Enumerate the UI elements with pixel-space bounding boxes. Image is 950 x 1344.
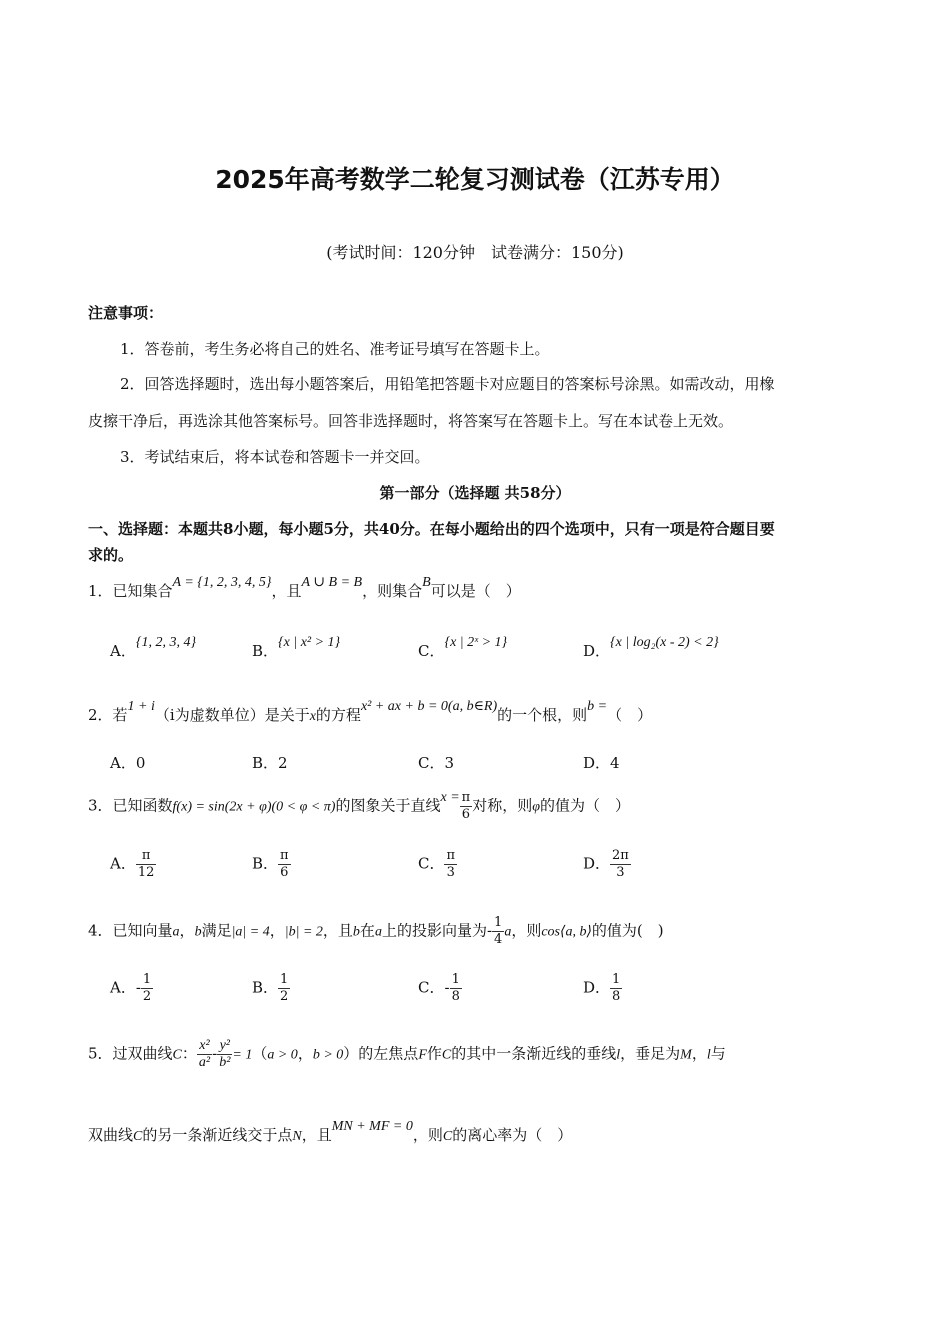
fraction-numerator: π bbox=[446, 848, 456, 863]
q5-text: 的左焦点 bbox=[358, 1044, 419, 1063]
fraction-denominator: 12 bbox=[137, 865, 155, 880]
q4-vector-b: b bbox=[352, 924, 360, 940]
q4-text: ，且 bbox=[322, 921, 353, 940]
question-2 bbox=[88, 699, 862, 725]
exam-info: (考试时间：120分钟 试卷满分：150分) bbox=[326, 243, 624, 262]
q5-cond-b: b > 0 bbox=[312, 1047, 344, 1063]
q4-option-c[interactable] bbox=[418, 972, 462, 1005]
q3-text: 的值为（ ） bbox=[539, 796, 630, 815]
option-fraction bbox=[141, 972, 153, 1005]
q4-text: ， bbox=[269, 921, 285, 940]
q5-text: ： bbox=[181, 1044, 197, 1063]
q5-text: ， bbox=[297, 1044, 313, 1063]
notice-item-2-line2: 皮擦干净后，再选涂其他答案标号。回答非选择题时，将答案写在答题卡上。写在本试卷上无效。 bbox=[88, 412, 734, 430]
q3-text: 3．已知函数 bbox=[88, 796, 173, 815]
q5-text: 双曲线 bbox=[88, 1126, 134, 1144]
q5-point-m: M bbox=[680, 1047, 692, 1063]
fraction-denominator: 3 bbox=[616, 865, 625, 880]
q5-text: ） bbox=[343, 1044, 359, 1063]
fraction-numerator: 1 bbox=[494, 915, 503, 930]
q5-line-l: l bbox=[706, 1047, 711, 1063]
notice-item-3: 3．考试结束后，将本试卷和答题卡一并交回。 bbox=[120, 448, 430, 466]
q3-option-c[interactable] bbox=[418, 848, 457, 881]
q2-option-b[interactable]: B．2 bbox=[252, 754, 288, 772]
q5-text: （ bbox=[252, 1044, 268, 1063]
q5-curve-c: C bbox=[441, 1047, 452, 1063]
q5-text: 5．过双曲线 bbox=[88, 1044, 173, 1063]
option-math: {x | x² > 1} bbox=[278, 635, 341, 650]
q5-text: 作 bbox=[426, 1044, 442, 1063]
q1-text: 可以是（ ） bbox=[430, 582, 521, 600]
q2-option-d[interactable]: D．4 bbox=[583, 754, 620, 772]
q4-vector-b: b bbox=[194, 924, 202, 940]
q2-equation: x² + ax + b = 0(a, b∈R) bbox=[360, 699, 498, 714]
q4-cosine: cos⟨a, b⟩ bbox=[541, 924, 592, 940]
option-label: C． bbox=[418, 978, 445, 997]
notice-heading: 注意事项： bbox=[88, 304, 164, 322]
q5-curve-c: C bbox=[442, 1129, 453, 1144]
q3-option-d[interactable] bbox=[583, 848, 631, 881]
q2-variable: x bbox=[309, 709, 316, 724]
option-fraction bbox=[444, 848, 457, 881]
option-fraction bbox=[278, 972, 290, 1005]
fraction-numerator: π bbox=[136, 848, 157, 865]
fraction-numerator: 1 bbox=[280, 972, 289, 987]
question-3 bbox=[88, 790, 862, 823]
q4-text: 4．已知向量 bbox=[88, 921, 173, 940]
q5-text: ， bbox=[691, 1044, 707, 1063]
fraction-numerator: y² bbox=[217, 1038, 232, 1055]
fraction-numerator: π bbox=[280, 848, 289, 863]
q3-phi: φ bbox=[532, 799, 540, 815]
option-label: D． bbox=[583, 978, 611, 997]
q3-fraction bbox=[460, 790, 473, 823]
option-fraction bbox=[278, 848, 291, 881]
option-math: {1, 2, 3, 4} bbox=[135, 635, 197, 650]
q2-text: （i为虚数单位）是关于 bbox=[154, 706, 310, 724]
q5-curve-c: C bbox=[172, 1047, 182, 1063]
fraction-denominator: 2 bbox=[280, 989, 289, 1004]
q5-minus: - bbox=[212, 1044, 218, 1063]
fraction-denominator: b² bbox=[219, 1055, 231, 1070]
q4-sign: - bbox=[486, 921, 493, 940]
q2-b: b = bbox=[587, 699, 608, 714]
q1-union: A ∪ B = B bbox=[301, 575, 363, 590]
fraction-numerator: π bbox=[461, 790, 471, 805]
option-label: A． bbox=[110, 854, 136, 873]
fraction-denominator: 8 bbox=[612, 989, 621, 1004]
q1-option-c[interactable] bbox=[418, 635, 508, 661]
q4-fraction bbox=[492, 915, 504, 948]
q1-set-a: A = {1, 2, 3, 4, 5} bbox=[172, 575, 272, 590]
q4-text: 的值为( ) bbox=[591, 921, 664, 940]
question-5-line2 bbox=[88, 1119, 862, 1145]
q4-text: ， bbox=[179, 921, 195, 940]
q3-function: f(x) = sin(2x + φ)(0 < φ < π) bbox=[172, 799, 336, 815]
q1-option-d[interactable] bbox=[583, 635, 719, 661]
q1-text: 1．已知集合 bbox=[88, 582, 173, 600]
q5-text: ，垂足为 bbox=[620, 1044, 681, 1063]
q5-fraction-x bbox=[197, 1038, 212, 1071]
question-4 bbox=[88, 915, 862, 948]
q5-focus-f: F bbox=[418, 1047, 427, 1063]
q3-option-b[interactable] bbox=[252, 848, 291, 881]
question-5-line1 bbox=[88, 1038, 862, 1071]
q5-point-n: N bbox=[292, 1129, 302, 1144]
fraction-denominator: 3 bbox=[446, 865, 455, 880]
q4-option-d[interactable] bbox=[583, 972, 622, 1005]
q5-text: ，且 bbox=[301, 1126, 332, 1144]
q4-text: 在 bbox=[359, 921, 375, 940]
q2-complex-number: 1 + i bbox=[127, 699, 155, 714]
page-title: 2025年高考数学二轮复习测试卷（江苏专用） bbox=[215, 165, 735, 194]
q4-vector-a: a bbox=[374, 924, 382, 940]
q5-cond-a: a > 0 bbox=[267, 1047, 298, 1063]
fraction-numerator: 1 bbox=[612, 972, 621, 987]
option-label: B． bbox=[252, 978, 279, 997]
option-math: {x | 2ˣ > 1} bbox=[444, 635, 508, 650]
q5-text: 的其中一条渐近线的垂线 bbox=[451, 1044, 617, 1063]
option-label: D． bbox=[583, 642, 611, 660]
option-fraction bbox=[610, 972, 622, 1005]
q1-set-b: B bbox=[422, 575, 431, 590]
q2-option-c[interactable]: C．3 bbox=[418, 754, 455, 772]
q5-text: 的另一条渐近线交于点 bbox=[142, 1126, 293, 1144]
fraction-denominator: 8 bbox=[451, 989, 460, 1004]
q3-text: 的图象关于直线 bbox=[335, 796, 441, 815]
q5-text: 与 bbox=[710, 1044, 726, 1063]
option-fraction bbox=[610, 848, 631, 881]
fraction-denominator: 6 bbox=[280, 865, 289, 880]
q1-text: ，且 bbox=[271, 582, 302, 600]
q4-norm-b: |b| = 2 bbox=[284, 924, 323, 940]
q5-fraction-y bbox=[217, 1038, 232, 1071]
q2-text: 的一个根，则 bbox=[497, 706, 588, 724]
notice-item-2-line1: 2．回答选择题时，选出每小题答案后，用铅笔把答题卡对应题目的答案标号涂黑。如需改动，用橡 bbox=[120, 375, 775, 393]
q4-option-a[interactable] bbox=[110, 972, 153, 1005]
option-label: A． bbox=[110, 978, 136, 997]
q1-option-b[interactable] bbox=[252, 635, 341, 661]
option-label: B． bbox=[252, 642, 279, 660]
fraction-denominator: 4 bbox=[494, 932, 503, 947]
q4-text: ，则 bbox=[511, 921, 542, 940]
q2-text: （ ） bbox=[607, 706, 653, 724]
q3-option-a[interactable] bbox=[110, 848, 156, 881]
q5-vector-equation: MN + MF = 0 bbox=[331, 1119, 413, 1134]
q4-vector-a: a bbox=[172, 924, 180, 940]
part-heading: 第一部分（选择题 共58分） bbox=[379, 484, 571, 502]
option-label: C． bbox=[418, 854, 445, 873]
q2-option-a[interactable]: A．0 bbox=[110, 754, 146, 772]
q4-norm-a: |a| = 4 bbox=[231, 924, 270, 940]
section-instructions-line2: 求的。 bbox=[88, 546, 134, 564]
fraction-denominator: a² bbox=[198, 1055, 211, 1070]
section-instructions-line1: 一、选择题：本题共8小题，每小题5分，共40分。在每小题给出的四个选项中，只有一项是符合题目要 bbox=[88, 520, 775, 538]
option-label: A． bbox=[110, 642, 136, 660]
option-label: D． bbox=[583, 854, 611, 873]
q4-text: 满足 bbox=[201, 921, 232, 940]
q5-text: 的离心率为（ ） bbox=[452, 1126, 573, 1144]
option-label: B． bbox=[252, 854, 279, 873]
q1-option-a[interactable] bbox=[110, 635, 197, 661]
option-sign: - bbox=[444, 978, 450, 997]
fraction-denominator: 6 bbox=[461, 807, 471, 822]
notice-item-1: 1．答卷前，考生务必将自己的姓名、准考证号填写在答题卡上。 bbox=[120, 340, 550, 358]
fraction-denominator: 2 bbox=[142, 989, 152, 1004]
fraction-numerator: x² bbox=[197, 1038, 212, 1055]
fraction-numerator: 2π bbox=[612, 848, 629, 863]
option-fraction bbox=[136, 848, 157, 881]
q4-text: 上的投影向量为 bbox=[381, 921, 487, 940]
q3-line: x = bbox=[440, 789, 460, 805]
fraction-numerator: 1 bbox=[451, 972, 460, 987]
q2-text: 2．若 bbox=[88, 706, 128, 724]
fraction-numerator: 1 bbox=[142, 972, 152, 987]
q4-vector-a: a bbox=[504, 924, 512, 940]
q5-line-l: l bbox=[616, 1047, 621, 1063]
option-label: C． bbox=[418, 642, 445, 660]
option-sign: - bbox=[135, 978, 141, 997]
q5-equals: = 1 bbox=[232, 1047, 253, 1063]
q5-text: ，则 bbox=[412, 1126, 443, 1144]
option-fraction bbox=[450, 972, 462, 1005]
q5-curve-c: C bbox=[133, 1129, 143, 1144]
q1-text: ，则集合 bbox=[362, 582, 423, 600]
q3-text: 对称，则 bbox=[472, 796, 533, 815]
question-1 bbox=[88, 575, 862, 601]
option-math: {x | log₂(x - 2) < 2} bbox=[610, 635, 719, 650]
q4-option-b[interactable] bbox=[252, 972, 290, 1005]
q2-text: 的方程 bbox=[315, 706, 361, 724]
